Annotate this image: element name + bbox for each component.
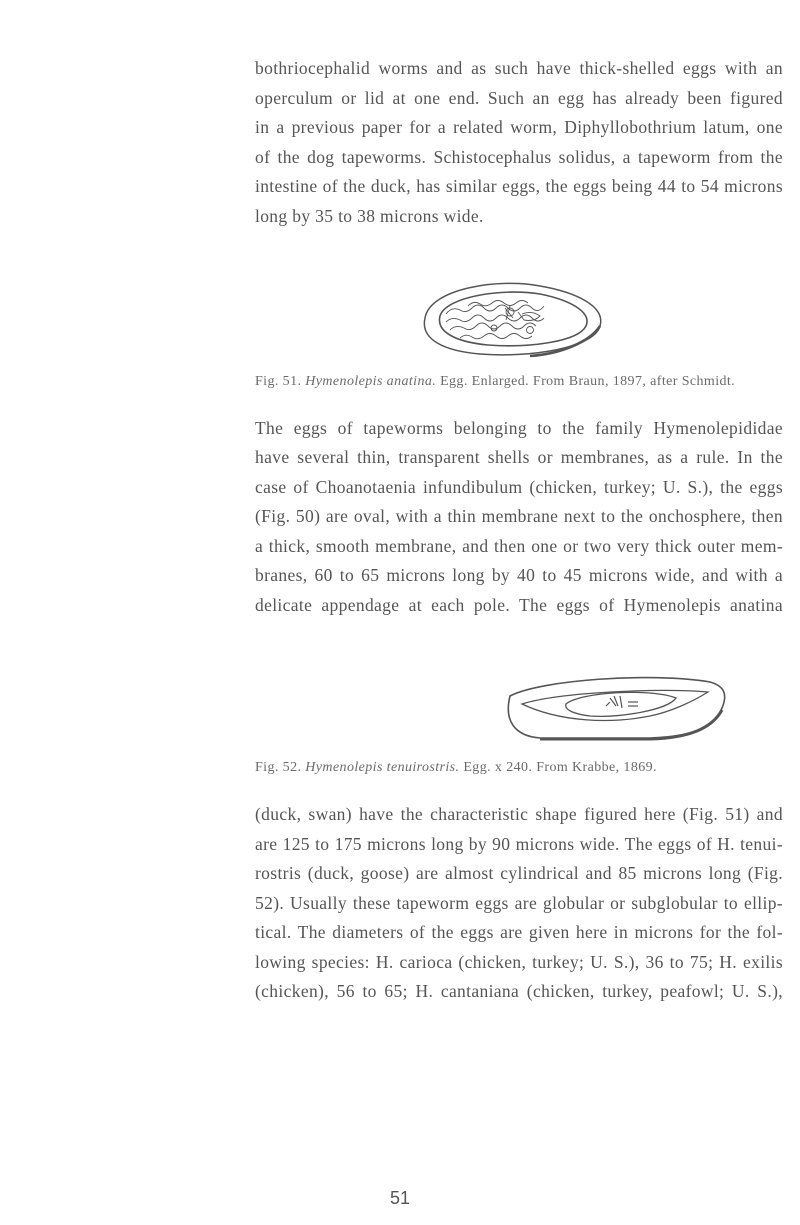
text-line: long by 35 to 38 microns wide. bbox=[255, 206, 484, 226]
text-line: tical. The diameters of the eggs are given here in microns for the fol- bbox=[255, 922, 783, 942]
figure-52-egg-illustration bbox=[500, 668, 732, 744]
text-line: have several thin, transparent shells or membranes, as a rule. In the bbox=[255, 447, 783, 467]
text-line: case of Choanotaenia infundibulum (chicken, turkey; U. S.), the eggs bbox=[255, 477, 783, 497]
text-line: in a previous paper for a related worm, Diphyllobothrium latum, one bbox=[255, 117, 783, 137]
caption-text: Egg. Enlarged. From Braun, 1897, after Schmidt. bbox=[440, 374, 736, 389]
figure-52-caption bbox=[255, 760, 657, 776]
figure-51-egg-illustration bbox=[410, 268, 610, 364]
text-line: lowing species: H. carioca (chicken, turkey; U. S.), 36 to 75; H. exilis bbox=[255, 952, 783, 972]
text-line: rostris (duck, goose) are almost cylindrical and 85 microns long (Fig. bbox=[255, 863, 783, 883]
caption-text: Egg. x 240. From Krabbe, 1869. bbox=[463, 760, 657, 775]
text-line: a thick, smooth membrane, and then one or two very thick outer mem- bbox=[255, 536, 783, 556]
text-line: delicate appendage at each pole. The eggs of Hymenolepis anatina bbox=[255, 595, 783, 615]
text-line: bothriocephalid worms and as such have thick-shelled eggs with an bbox=[255, 58, 783, 78]
species-name: Hymenolepis anatina. bbox=[305, 374, 437, 389]
figure-label: Fig. 51. bbox=[255, 374, 302, 389]
text-line: intestine of the duck, has similar eggs, the eggs being 44 to 54 microns bbox=[255, 176, 783, 196]
text-line: branes, 60 to 65 microns long by 40 to 45 microns wide, and with a bbox=[255, 565, 783, 585]
text-line: 52). Usually these tapeworm eggs are globular or subglobular to ellip- bbox=[255, 893, 783, 913]
text-line: The eggs of tapeworms belonging to the family Hymenolepididae bbox=[255, 418, 783, 438]
text-line: (Fig. 50) are oval, with a thin membrane next to the onchosphere, then bbox=[255, 506, 783, 526]
egg-cylindrical-drawing bbox=[500, 668, 732, 744]
text-line: (chicken), 56 to 65; H. cantaniana (chicken, turkey, peafowl; U. S.), bbox=[255, 981, 783, 1001]
text-line: of the dog tapeworms. Schistocephalus solidus, a tapeworm from the bbox=[255, 147, 783, 167]
text-line: operculum or lid at one end. Such an egg has already been figured bbox=[255, 88, 783, 108]
egg-oval-drawing bbox=[410, 268, 610, 364]
figure-label: Fig. 52. bbox=[255, 760, 302, 775]
species-name: Hymenolepis tenuirostris. bbox=[305, 760, 460, 775]
text-line: (duck, swan) have the characteristic shape figured here (Fig. 51) and bbox=[255, 804, 783, 824]
text-line: are 125 to 175 microns long by 90 microns wide. The eggs of H. tenui- bbox=[255, 834, 783, 854]
figure-51-caption bbox=[255, 374, 735, 390]
page-number: 51 bbox=[389, 1188, 411, 1208]
